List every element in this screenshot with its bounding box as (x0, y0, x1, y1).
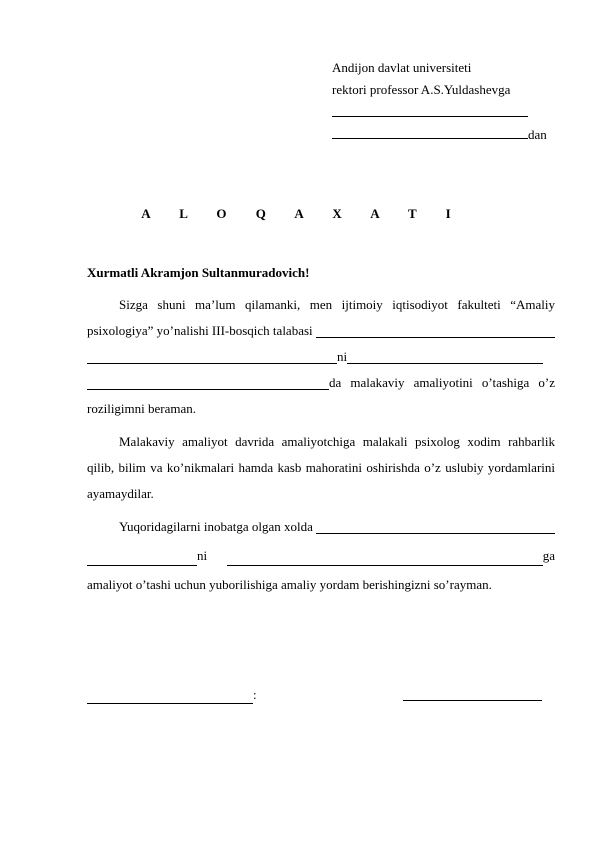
signature-left: : (87, 686, 257, 704)
paragraph-1-line-5: roziligimni beraman. (87, 401, 197, 416)
addressee-rector: rektori professor A.S.Yuldashevga (332, 82, 511, 97)
title-word-1: A L O Q A (141, 206, 308, 221)
addressee-blank-line (332, 101, 562, 123)
paragraph-1-line-1: Sizga shuni ma’lum qilamanki, men ijtimoiy iqtisodiyot fakulteti “Amaliy (119, 297, 555, 312)
paragraph-1-line-2: psixologiya” yo’nalishi III-bosqich talabasi (87, 318, 555, 344)
student-name-field[interactable] (316, 319, 555, 338)
letter-title (0, 205, 596, 223)
sender-line (332, 123, 562, 145)
blank-field[interactable] (332, 101, 528, 117)
title-word-2: X A T I (332, 206, 455, 221)
student-field[interactable] (87, 547, 197, 566)
paragraph-1-line-3: ni (87, 344, 555, 370)
letter-body (87, 292, 555, 598)
position-field[interactable] (87, 689, 253, 704)
student-name-field-2[interactable] (87, 345, 337, 364)
paragraph-3-line-1: Yuqoridagilarni inobatga olgan xolda (87, 514, 555, 540)
sender-blank-field[interactable] (332, 123, 528, 139)
organization-field-2[interactable] (87, 371, 329, 390)
addressee-block (332, 57, 562, 145)
paragraph-3-line-3: amaliyot o’tashi uchun yuborilishiga amaliy yordam berishingizni so’rayman. (87, 577, 492, 592)
paragraph-1-line-4: da malakaviy amaliyotini o’tashiga o’z (87, 370, 555, 396)
salutation: Xurmatli Akramjon Sultanmuradovich! (87, 265, 310, 280)
destination-field[interactable] (227, 547, 543, 566)
paragraph-3 (87, 514, 555, 598)
sender-suffix: dan (528, 127, 547, 142)
paragraph-3-line-2: ni ga (87, 540, 555, 572)
organization-name-field[interactable] (316, 515, 555, 534)
signature-field[interactable] (403, 700, 542, 701)
paragraph-1 (87, 292, 555, 422)
paragraph-2: Malakaviy amaliyot davrida amaliyotchiga malakali psixolog xodim rahbarlik qilib, bilim va ko’nikmalari hamda kasb mahoratini oshirishda o’z uslubiy yordamlarini ayamaydilar. (87, 434, 555, 501)
organization-field[interactable] (347, 345, 543, 364)
addressee-university: Andijon davlat universiteti (332, 60, 472, 75)
